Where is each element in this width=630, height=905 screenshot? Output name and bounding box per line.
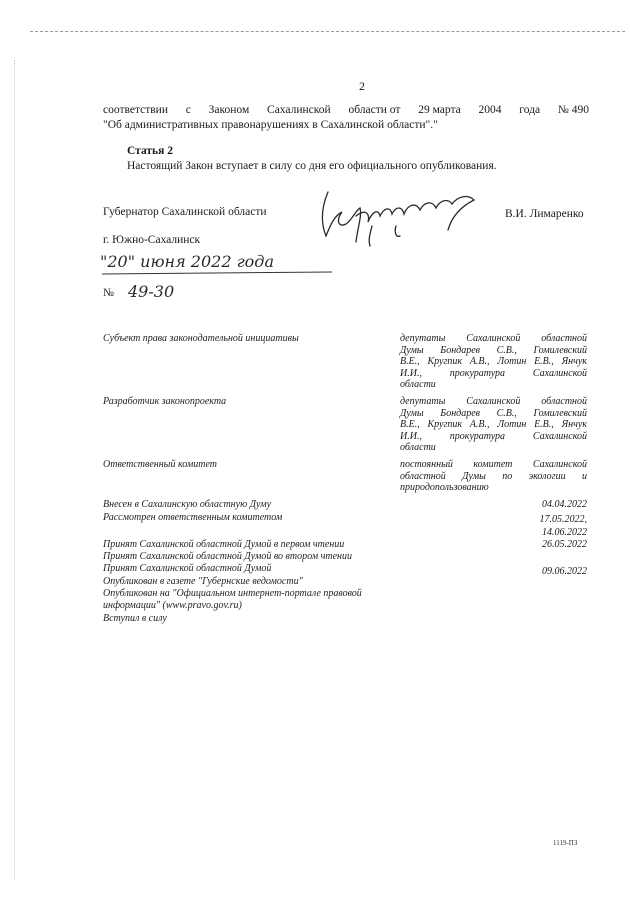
committee-label: Ответственный комитет (103, 459, 217, 470)
city-label: г. Южно-Сахалинск (103, 234, 201, 246)
date-underline (100, 268, 336, 278)
committee-value: постоянный комитет Сахалинской областной Думы по экологии и природопользованию (400, 459, 587, 493)
entry-date: 04.04.2022 (542, 499, 587, 510)
entry-label: Принят Сахалинской областной Думой (103, 563, 272, 574)
page-number: 2 (359, 79, 365, 93)
number-prefix: № (103, 287, 114, 299)
subject-value: депутаты Сахалинской областной Думы Бондарев С.В., Гомилевский В.Е., Кругпик А.В., Лотин Е.В., Янчук И.И., прокуратура Сахалинской области (400, 333, 587, 390)
scan-edge-line (30, 31, 625, 32)
article-text: Настоящий Закон вступает в силу со дня его официального опубликования. (127, 160, 497, 172)
governor-name: В.И. Лимаренко (505, 208, 584, 220)
entry-label: Принят Сахалинской областной Думой в первом чтении (103, 539, 345, 550)
entry-date: 26.05.2022 (542, 539, 587, 550)
entry-label: информации" (www.pravo.gov.ru) (103, 600, 242, 611)
governor-title: Губернатор Сахалинской области (103, 206, 267, 218)
entry-label: Опубликован на "Официальном интернет-портале правовой (103, 588, 362, 599)
body-line-1: соответствии с Законом Сахалинской области от 29 марта 2004 года № 490 (103, 104, 589, 116)
entry-date: 09.06.2022 (542, 566, 587, 577)
entry-label: Вступил в силу (103, 613, 167, 624)
handwritten-number: 49-30 (128, 282, 175, 301)
entry-date: 14.06.2022 (542, 527, 587, 538)
footer-code: 1119-ПЗ (553, 839, 578, 847)
developer-label: Разработчик законопроекта (103, 396, 227, 407)
entry-label: Опубликован в газете "Губернские ведомости" (103, 576, 303, 587)
entry-date: 17.05.2022, (539, 514, 587, 525)
entry-label: Принят Сахалинской областной Думой во втором чтении (103, 551, 353, 562)
handwritten-date: "20" июня 2022 года (100, 252, 274, 271)
handwritten-signature (312, 186, 482, 251)
developer-value: депутаты Сахалинской областной Думы Бондарев С.В., Гомилевский В.Е., Кругпик А.В., Лотин Е.В., Янчук И.И., прокуратура Сахалинской области (400, 396, 587, 453)
entry-label: Внесен в Сахалинскую областную Думу (103, 499, 272, 510)
entry-label: Рассмотрен ответственным комитетом (103, 512, 283, 523)
body-line-2: "Об административных правонарушениях в Сахалинской области"." (103, 119, 438, 131)
subject-label: Субъект права законодательной инициативы (103, 333, 299, 344)
scan-margin-dots (14, 60, 17, 880)
article-heading: Статья 2 (127, 145, 173, 157)
